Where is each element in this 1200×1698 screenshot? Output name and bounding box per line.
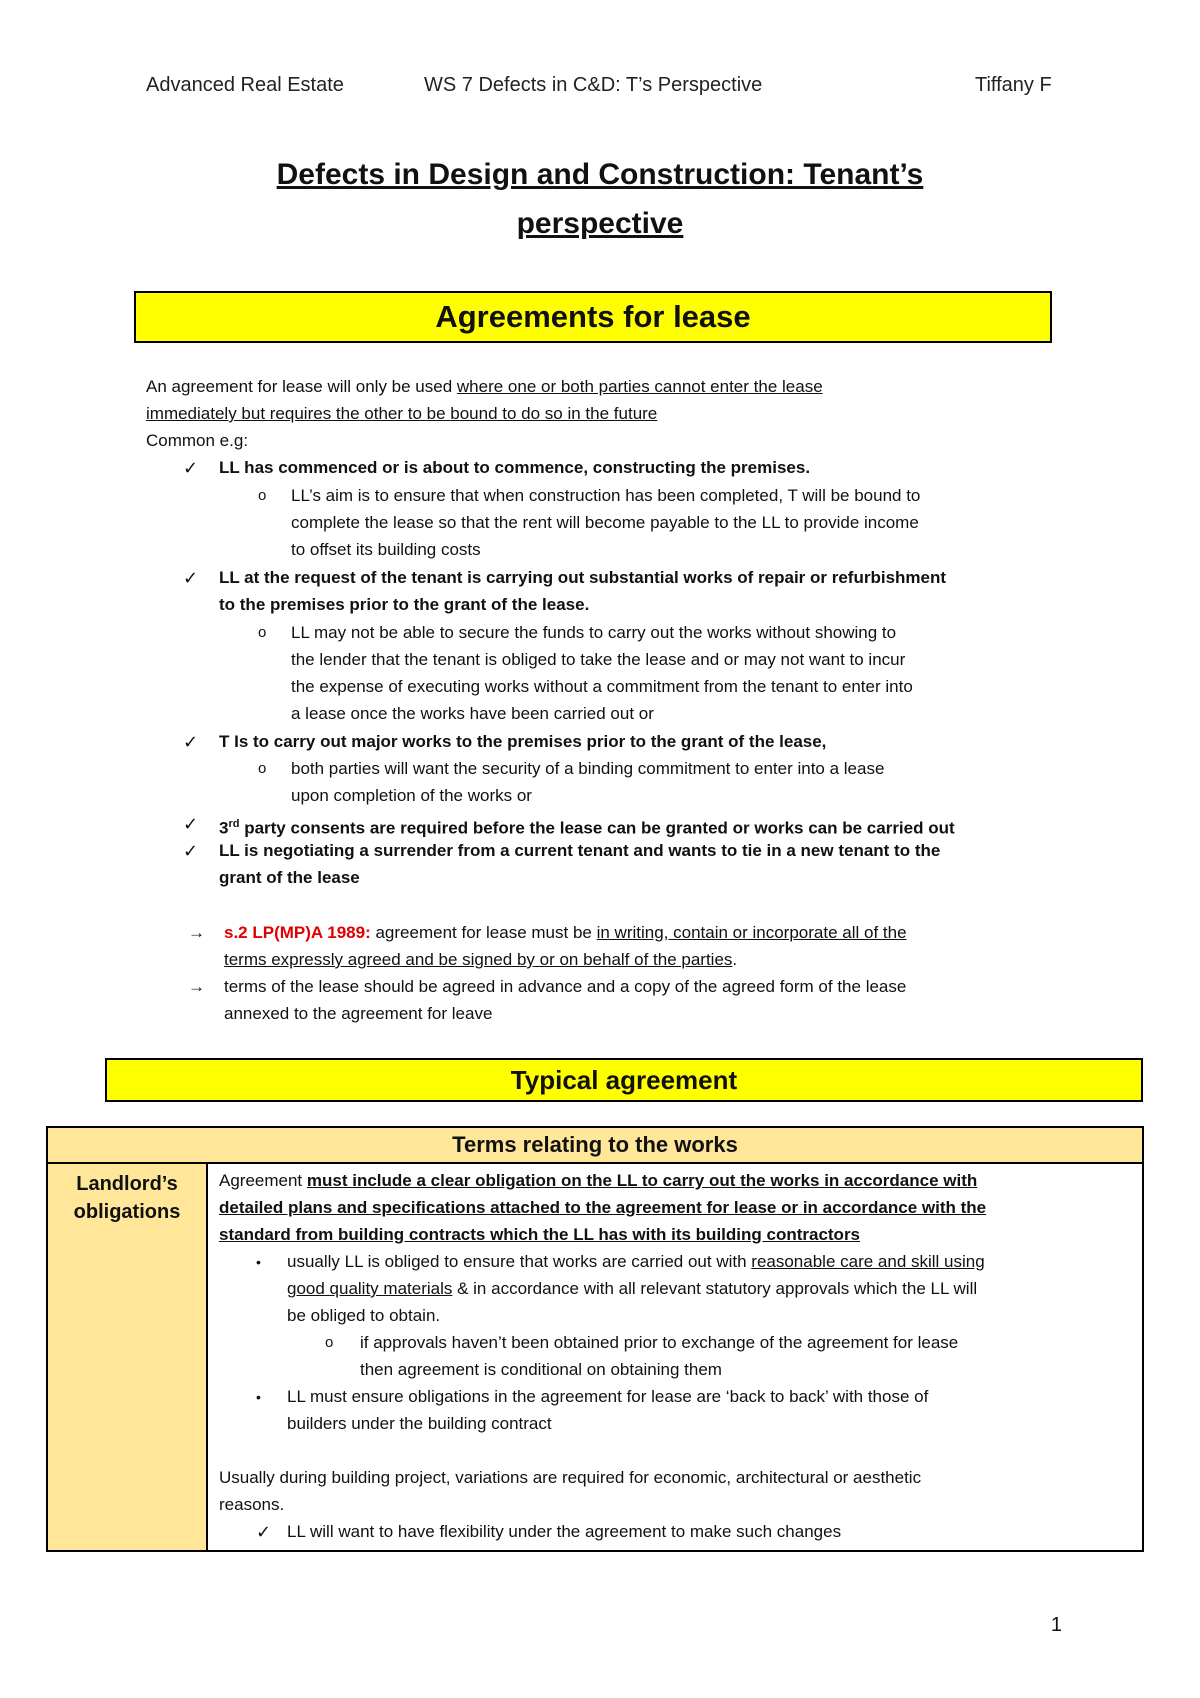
statute-reference: s.2 LP(MP)A 1989:: [224, 923, 371, 942]
item-2-sub-line-4: a lease once the works have been carried out or: [291, 704, 654, 723]
page-number: 1: [1050, 1614, 1062, 1636]
title-line-2: perspective: [516, 207, 684, 240]
check-item-text: LL will want to have flexibility under the agreement to make such changes: [287, 1522, 842, 1541]
item-1-text: LL has commenced or is about to commence, constructing the premises.: [219, 458, 811, 477]
bullet-1-underlined: reasonable care and skill using: [751, 1252, 985, 1271]
item-1-sub-line-3: to offset its building costs: [291, 540, 481, 559]
arrow-1-underlined-2: terms expressly agreed and be signed by or on behalf of the parties: [224, 950, 733, 969]
bullet-1-pre: usually LL is obliged to ensure that works are carried out with: [287, 1252, 752, 1271]
item-3-sub-line-1: both parties will want the security of a binding commitment to enter into a lease: [291, 759, 885, 778]
check-icon: ✓: [256, 1522, 272, 1542]
row-label-line-1: Landlord’s: [76, 1173, 178, 1195]
arrow-2-line-2: annexed to the agreement for leave: [224, 1004, 493, 1023]
item-2-sub-line-2: the lender that the tenant is obliged to take the lease and or may not want to incur: [291, 650, 906, 669]
item-4-text: [219, 813, 955, 840]
sub-1-line-1: if approvals haven’t been obtained prior to exchange of the agreement for lease: [360, 1333, 959, 1352]
bullet-icon: •: [256, 1389, 261, 1405]
arrow-1-end: .: [732, 950, 738, 969]
item-4-ordinal: 3: [219, 818, 229, 838]
check-icon: ✓: [183, 841, 199, 861]
item-1-sub-line-1: LL’s aim is to ensure that when construction has been completed, T will be bound to: [291, 486, 921, 505]
bullet-icon: •: [256, 1254, 261, 1270]
common-label: Common e.g:: [146, 431, 249, 450]
bullet-1-line-2: [287, 1278, 977, 1300]
arrow-right-icon: →: [188, 923, 205, 942]
item-3-text: T Is to carry out major works to the premises prior to the grant of the lease,: [219, 732, 827, 751]
check-icon: ✓: [183, 732, 199, 752]
check-icon: ✓: [183, 458, 199, 478]
item-1-sub-line-2: complete the lease so that the rent will become payable to the LL to provide income: [291, 513, 919, 532]
sub-bullet-icon: o: [325, 1334, 334, 1351]
item-4-ordinal-suffix: rd: [228, 818, 240, 830]
item-3-sub-line-2: upon completion of the works or: [291, 786, 532, 805]
arrow-right-icon: →: [188, 977, 205, 996]
arrow-1-underlined: in writing, contain or incorporate all of the: [596, 923, 907, 942]
row-label: [47, 1163, 207, 1551]
sub-bullet-icon: o: [258, 760, 267, 777]
item-4-rest: party consents are required before the lease can be granted or works can be carried out: [239, 818, 955, 838]
section-heading-agreements: Agreements for lease: [134, 291, 1052, 343]
arrow-1-plain: agreement for lease must be: [370, 923, 597, 942]
item-2-line-1: LL at the request of the tenant is carrying out substantial works of repair or refurbishment: [219, 568, 947, 587]
check-icon: ✓: [183, 814, 199, 834]
p2-line-2: reasons.: [219, 1495, 285, 1514]
sub-bullet-icon: o: [258, 487, 267, 504]
p1-line-1: [219, 1170, 977, 1192]
arrow-1-line-2: [224, 949, 737, 971]
document-title: [0, 150, 1200, 248]
row-label-line-2: obligations: [73, 1201, 181, 1223]
works-terms-table: [46, 1126, 1144, 1552]
item-2-line-2: to the premises prior to the grant of the lease.: [219, 595, 590, 614]
intro-text: An agreement for lease will only be used: [146, 377, 457, 396]
header-author: Tiffany F: [975, 74, 1052, 96]
bullet-2-line-2: builders under the building contract: [287, 1414, 552, 1433]
header-topic: WS 7 Defects in C&D: T’s Perspective: [424, 74, 763, 96]
section-heading-typical: Typical agreement: [105, 1058, 1143, 1102]
sub-1-line-2: then agreement is conditional on obtaining them: [360, 1360, 722, 1379]
item-5-line-2: grant of the lease: [219, 868, 360, 887]
bullet-1-underlined-2: good quality materials: [287, 1279, 453, 1298]
intro-line-2: immediately but requires the other to be bound to do so in the future: [146, 404, 658, 423]
title-line-1: Defects in Design and Construction: Tenant’s: [276, 158, 924, 191]
p1-line-2: detailed plans and specifications attached to the agreement for lease or in accordance with the: [219, 1198, 987, 1217]
table-row: [47, 1163, 1143, 1551]
arrow-1-line-1: [224, 922, 907, 944]
table-header: Terms relating to the works: [47, 1127, 1143, 1163]
bullet-1-post: & in accordance with all relevant statutory approvals which the LL will: [452, 1279, 978, 1298]
intro-underlined: where one or both parties cannot enter the lease: [456, 377, 823, 396]
p2-line-1: Usually during building project, variations are required for economic, architectural or aesthetic: [219, 1468, 922, 1487]
sub-bullet-icon: o: [258, 624, 267, 641]
row-content: [207, 1163, 1143, 1551]
bullet-1-line-3: be obliged to obtain.: [287, 1306, 441, 1325]
p1-emphasis-1: must include a clear obligation on the LL to carry out the works in accordance with: [306, 1171, 978, 1190]
bullet-2-line-1: LL must ensure obligations in the agreement for lease are ‘back to back’ with those of: [287, 1387, 929, 1406]
check-icon: ✓: [183, 568, 199, 588]
p1-plain: Agreement: [219, 1171, 307, 1190]
p1-line-3: standard from building contracts which the LL has with its building contractors: [219, 1225, 861, 1244]
bullet-1-line-1: [287, 1251, 985, 1273]
arrow-2-line-1: terms of the lease should be agreed in advance and a copy of the agreed form of the lease: [224, 977, 907, 996]
header-course: Advanced Real Estate: [146, 74, 344, 96]
item-5-line-1: LL is negotiating a surrender from a current tenant and wants to tie in a new tenant to the: [219, 841, 941, 860]
item-2-sub-line-1: LL may not be able to secure the funds to carry out the works without showing to: [291, 623, 897, 642]
item-2-sub-line-3: the expense of executing works without a commitment from the tenant to enter into: [291, 677, 913, 696]
intro-line-1: [146, 376, 823, 398]
